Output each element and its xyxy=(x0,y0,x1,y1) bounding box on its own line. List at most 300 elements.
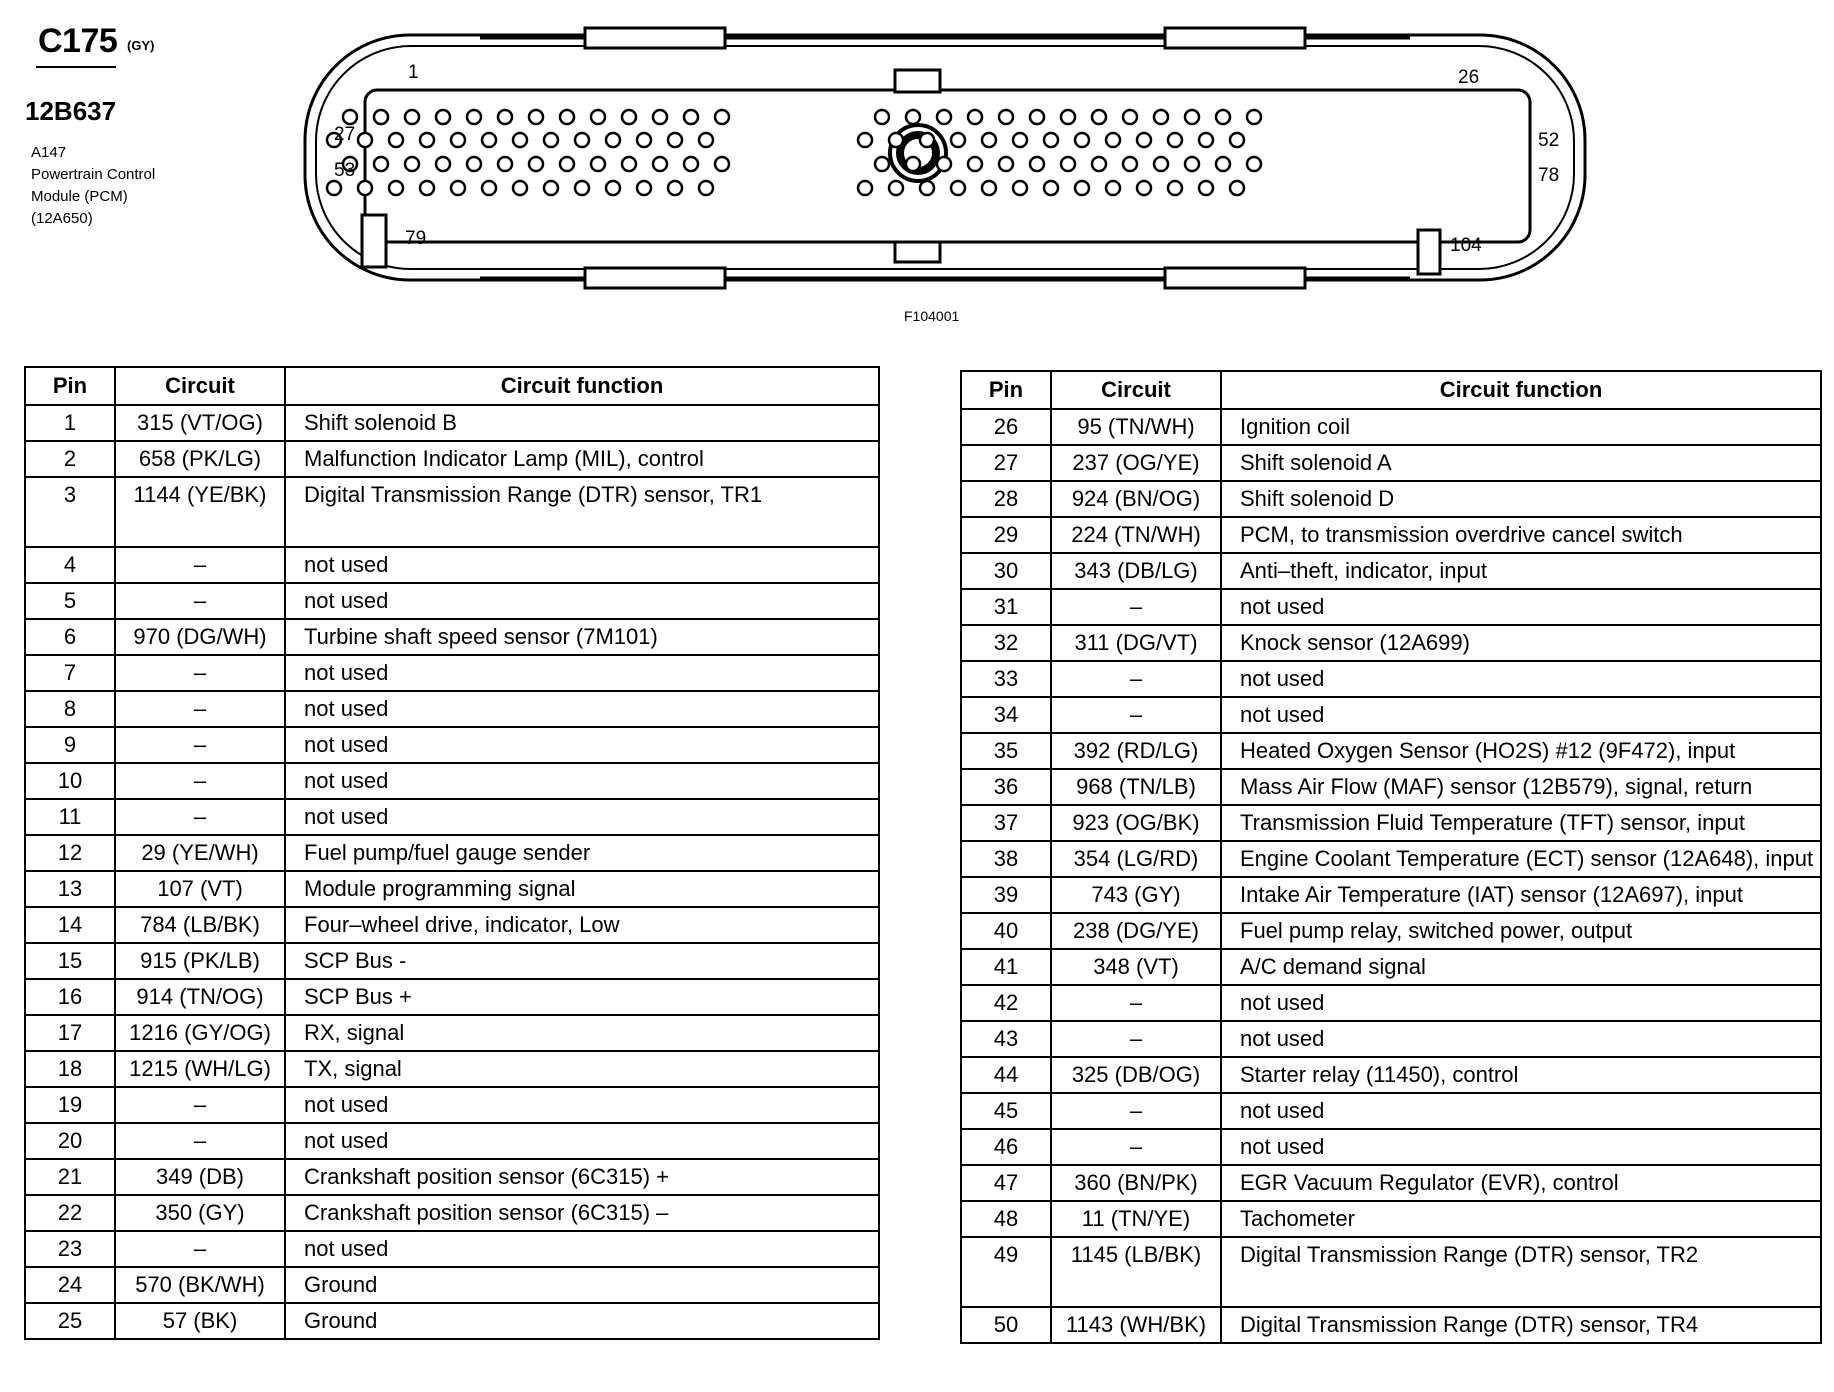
desc-line: Module (PCM) xyxy=(31,188,128,205)
pin-cell: 7 xyxy=(25,655,115,691)
pin-hole xyxy=(622,157,636,171)
table-row xyxy=(25,871,879,907)
circuit-cell: 570 (BK/WH) xyxy=(115,1267,285,1303)
part-number: 12B637 xyxy=(25,96,117,126)
pin-hole xyxy=(606,133,620,147)
circuit-cell: 1143 (WH/BK) xyxy=(1051,1307,1221,1343)
circuit-cell: 224 (TN/WH) xyxy=(1051,517,1221,553)
pin-cell: 40 xyxy=(961,913,1051,949)
circuit-cell: – xyxy=(115,799,285,835)
circuit-cell: – xyxy=(115,727,285,763)
table-row xyxy=(25,477,879,547)
desc-line: (12A650) xyxy=(31,210,93,227)
pin-hole xyxy=(968,157,982,171)
circuit-cell: – xyxy=(115,583,285,619)
circuit-cell: – xyxy=(115,1087,285,1123)
pin-cell: 49 xyxy=(961,1237,1051,1307)
desc-line: A147 xyxy=(31,144,67,161)
pin-cell: 30 xyxy=(961,553,1051,589)
function-cell: Transmission Fluid Temperature (TFT) sensor, input xyxy=(1221,805,1821,841)
pin-cell: 34 xyxy=(961,697,1051,733)
pin-hole xyxy=(1106,181,1120,195)
function-cell: Knock sensor (12A699) xyxy=(1221,625,1821,661)
pin-hole xyxy=(420,181,434,195)
table-row xyxy=(961,1201,1821,1237)
pin-cell: 43 xyxy=(961,1021,1051,1057)
circuit-cell: – xyxy=(1051,1093,1221,1129)
pin-cell: 31 xyxy=(961,589,1051,625)
latch-tab-bottom-left xyxy=(585,268,725,288)
pin-hole xyxy=(405,157,419,171)
function-cell: not used xyxy=(1221,1093,1821,1129)
pin-cell: 3 xyxy=(25,477,115,547)
circuit-cell: – xyxy=(115,1123,285,1159)
pin-hole xyxy=(1030,110,1044,124)
pin-hole xyxy=(1044,181,1058,195)
table-row xyxy=(25,1087,879,1123)
circuit-cell: – xyxy=(115,691,285,727)
pin-hole xyxy=(889,181,903,195)
pin-label-53: 53 xyxy=(334,160,356,181)
pin-hole xyxy=(1230,181,1244,195)
pin-hole xyxy=(920,181,934,195)
table-row xyxy=(25,1267,879,1303)
pin-table-left-body xyxy=(25,405,879,1339)
pin-hole xyxy=(875,110,889,124)
circuit-cell: 349 (DB) xyxy=(115,1159,285,1195)
function-cell: not used xyxy=(285,1087,879,1123)
circuit-cell: – xyxy=(1051,1021,1221,1057)
circuit-cell: 238 (DG/YE) xyxy=(1051,913,1221,949)
function-cell: not used xyxy=(285,1231,879,1267)
pin-hole xyxy=(1154,110,1168,124)
pin-cell: 23 xyxy=(25,1231,115,1267)
table-row xyxy=(25,727,879,763)
pin-hole xyxy=(1075,181,1089,195)
table-row xyxy=(961,805,1821,841)
pin-hole xyxy=(1137,133,1151,147)
pin-hole xyxy=(575,133,589,147)
function-cell: Turbine shaft speed sensor (7M101) xyxy=(285,619,879,655)
connector-color: (GY) xyxy=(127,38,155,53)
pin-cell: 47 xyxy=(961,1165,1051,1201)
pin-table-right xyxy=(960,370,1822,1344)
function-cell: Ground xyxy=(285,1267,879,1303)
pin-hole xyxy=(575,181,589,195)
pin-holes xyxy=(327,110,1261,195)
function-cell: not used xyxy=(1221,697,1821,733)
table-row xyxy=(961,589,1821,625)
pin-hole xyxy=(513,133,527,147)
pin-hole xyxy=(1154,157,1168,171)
function-cell: not used xyxy=(285,547,879,583)
function-cell: Shift solenoid D xyxy=(1221,481,1821,517)
function-cell: Four–wheel drive, indicator, Low xyxy=(285,907,879,943)
circuit-cell: – xyxy=(1051,697,1221,733)
pin-hole xyxy=(560,110,574,124)
circuit-cell: – xyxy=(115,1231,285,1267)
pin-cell: 28 xyxy=(961,481,1051,517)
pin-cell: 27 xyxy=(961,445,1051,481)
circuit-cell: – xyxy=(115,655,285,691)
pin-hole xyxy=(906,157,920,171)
pin-hole xyxy=(1216,157,1230,171)
circuit-cell: 914 (TN/OG) xyxy=(115,979,285,1015)
pin-hole xyxy=(591,157,605,171)
pin-cell: 29 xyxy=(961,517,1051,553)
pin-cell: 42 xyxy=(961,985,1051,1021)
pin-hole xyxy=(951,133,965,147)
circuit-cell: 923 (OG/BK) xyxy=(1051,805,1221,841)
pin-cell: 13 xyxy=(25,871,115,907)
table-row xyxy=(961,1129,1821,1165)
circuit-cell: 360 (BN/PK) xyxy=(1051,1165,1221,1201)
latch-tab-top-right xyxy=(1165,28,1305,48)
table-header-row xyxy=(25,367,879,405)
function-cell: Heated Oxygen Sensor (HO2S) #12 (9F472), input xyxy=(1221,733,1821,769)
circuit-cell: 1215 (WH/LG) xyxy=(115,1051,285,1087)
circuit-cell: 350 (GY) xyxy=(115,1195,285,1231)
circuit-cell: – xyxy=(115,763,285,799)
pin-hole xyxy=(1044,133,1058,147)
pin-hole xyxy=(889,133,903,147)
pin-cell: 15 xyxy=(25,943,115,979)
table-row xyxy=(961,553,1821,589)
circuit-cell: 1145 (LB/BK) xyxy=(1051,1237,1221,1307)
table-row xyxy=(961,1057,1821,1093)
pin-hole xyxy=(374,157,388,171)
circuit-cell: 57 (BK) xyxy=(115,1303,285,1339)
table-header-row xyxy=(961,371,1821,409)
circuit-cell: 343 (DB/LG) xyxy=(1051,553,1221,589)
table-row xyxy=(25,835,879,871)
pin-hole xyxy=(653,157,667,171)
pin-cell: 6 xyxy=(25,619,115,655)
pin-cell: 4 xyxy=(25,547,115,583)
pin-hole xyxy=(999,110,1013,124)
pin-cell: 8 xyxy=(25,691,115,727)
circuit-cell: 311 (DG/VT) xyxy=(1051,625,1221,661)
pin-cell: 50 xyxy=(961,1307,1051,1343)
table-row xyxy=(25,763,879,799)
table-row xyxy=(961,1237,1821,1307)
circuit-cell: – xyxy=(1051,661,1221,697)
function-cell: Crankshaft position sensor (6C315) + xyxy=(285,1159,879,1195)
pin-cell: 26 xyxy=(961,409,1051,445)
pin-hole xyxy=(715,110,729,124)
table-row xyxy=(25,1231,879,1267)
table-row xyxy=(961,985,1821,1021)
function-cell: not used xyxy=(1221,661,1821,697)
pin-hole xyxy=(875,157,889,171)
pin-hole xyxy=(1075,133,1089,147)
table-row xyxy=(25,1123,879,1159)
table-row xyxy=(25,979,879,1015)
pin-hole xyxy=(420,133,434,147)
pin-cell: 44 xyxy=(961,1057,1051,1093)
function-cell: Malfunction Indicator Lamp (MIL), control xyxy=(285,441,879,477)
header-circuit: Circuit xyxy=(1051,371,1221,409)
table-row xyxy=(961,661,1821,697)
pin-hole xyxy=(699,133,713,147)
pin-hole xyxy=(358,181,372,195)
function-cell: Engine Coolant Temperature (ECT) sensor (12A648), input xyxy=(1221,841,1821,877)
pin-hole xyxy=(544,133,558,147)
connector-diagram xyxy=(300,20,1590,300)
key-notch-bottom xyxy=(895,242,940,262)
circuit-cell: 348 (VT) xyxy=(1051,949,1221,985)
pin-cell: 36 xyxy=(961,769,1051,805)
header-function: Circuit function xyxy=(285,367,879,405)
table-row xyxy=(961,1165,1821,1201)
table-row xyxy=(25,441,879,477)
pin-cell: 10 xyxy=(25,763,115,799)
pin-hole xyxy=(374,110,388,124)
pin-cell: 46 xyxy=(961,1129,1051,1165)
circuit-cell: 11 (TN/YE) xyxy=(1051,1201,1221,1237)
table-row xyxy=(25,1159,879,1195)
pin-hole xyxy=(858,181,872,195)
table-row xyxy=(25,907,879,943)
pin-hole xyxy=(858,133,872,147)
pin-cell: 14 xyxy=(25,907,115,943)
table-row xyxy=(25,547,879,583)
circuit-cell: 354 (LG/RD) xyxy=(1051,841,1221,877)
table-row xyxy=(25,1015,879,1051)
pin-cell: 21 xyxy=(25,1159,115,1195)
pin-cell: 20 xyxy=(25,1123,115,1159)
circuit-cell: – xyxy=(115,547,285,583)
latch-tab-bottom-right xyxy=(1165,268,1305,288)
pin-hole xyxy=(951,181,965,195)
pin-hole xyxy=(1216,110,1230,124)
pin-hole xyxy=(653,110,667,124)
pin-hole xyxy=(1092,157,1106,171)
pin-hole xyxy=(1092,110,1106,124)
pin-hole xyxy=(1247,157,1261,171)
pin-label-79: 79 xyxy=(405,228,427,249)
function-cell: Digital Transmission Range (DTR) sensor, TR4 xyxy=(1221,1307,1821,1343)
pin-hole xyxy=(467,157,481,171)
connector-code: C175 xyxy=(38,22,118,60)
table-row xyxy=(25,1051,879,1087)
table-row xyxy=(961,1307,1821,1343)
circuit-cell: 392 (RD/LG) xyxy=(1051,733,1221,769)
pin-cell: 24 xyxy=(25,1267,115,1303)
pin-cell: 11 xyxy=(25,799,115,835)
table-row xyxy=(961,409,1821,445)
table-row xyxy=(25,943,879,979)
table-row xyxy=(961,697,1821,733)
pin-hole xyxy=(405,110,419,124)
pin-hole xyxy=(327,181,341,195)
pin-label-52: 52 xyxy=(1538,130,1560,151)
pin-cell: 41 xyxy=(961,949,1051,985)
pin-hole xyxy=(591,110,605,124)
pin-label-104: 104 xyxy=(1450,235,1482,256)
pin-hole xyxy=(560,157,574,171)
circuit-cell: 915 (PK/LB) xyxy=(115,943,285,979)
table-row xyxy=(961,481,1821,517)
table-row xyxy=(961,445,1821,481)
circuit-cell: 95 (TN/WH) xyxy=(1051,409,1221,445)
latch-tab-top-left xyxy=(585,28,725,48)
pin-hole xyxy=(982,133,996,147)
function-cell: not used xyxy=(1221,589,1821,625)
function-cell: SCP Bus + xyxy=(285,979,879,1015)
pin-cell: 33 xyxy=(961,661,1051,697)
pin-cell: 48 xyxy=(961,1201,1051,1237)
pin-hole xyxy=(1106,133,1120,147)
function-cell: Fuel pump relay, switched power, output xyxy=(1221,913,1821,949)
circuit-cell: 237 (OG/YE) xyxy=(1051,445,1221,481)
pin-label-1: 1 xyxy=(408,62,419,83)
function-cell: not used xyxy=(1221,1129,1821,1165)
function-cell: RX, signal xyxy=(285,1015,879,1051)
pin-hole xyxy=(906,110,920,124)
pin-cell: 38 xyxy=(961,841,1051,877)
pin-label-78: 78 xyxy=(1538,165,1560,186)
function-cell: Fuel pump/fuel gauge sender xyxy=(285,835,879,871)
pin-hole xyxy=(699,181,713,195)
circuit-cell: 325 (DB/OG) xyxy=(1051,1057,1221,1093)
function-cell: PCM, to transmission overdrive cancel switch xyxy=(1221,517,1821,553)
table-row xyxy=(25,583,879,619)
pin-hole xyxy=(1168,133,1182,147)
pin-hole xyxy=(637,181,651,195)
corner-post-left xyxy=(362,215,386,267)
table-row xyxy=(961,1093,1821,1129)
table-row xyxy=(961,949,1821,985)
table-row xyxy=(961,841,1821,877)
table-row xyxy=(25,1195,879,1231)
pin-cell: 25 xyxy=(25,1303,115,1339)
pin-hole xyxy=(937,110,951,124)
pin-hole xyxy=(1030,157,1044,171)
table-row xyxy=(961,1021,1821,1057)
function-cell: TX, signal xyxy=(285,1051,879,1087)
circuit-cell: – xyxy=(1051,985,1221,1021)
table-row xyxy=(961,913,1821,949)
circuit-cell: 970 (DG/WH) xyxy=(115,619,285,655)
circuit-cell: 743 (GY) xyxy=(1051,877,1221,913)
pin-hole xyxy=(606,181,620,195)
pin-hole xyxy=(1247,110,1261,124)
circuit-cell: 315 (VT/OG) xyxy=(115,405,285,441)
function-cell: EGR Vacuum Regulator (EVR), control xyxy=(1221,1165,1821,1201)
circuit-cell: 29 (YE/WH) xyxy=(115,835,285,871)
pin-hole xyxy=(715,157,729,171)
function-cell: Digital Transmission Range (DTR) sensor, TR1 xyxy=(285,477,879,547)
pin-hole xyxy=(467,110,481,124)
function-cell: not used xyxy=(285,763,879,799)
header-circuit: Circuit xyxy=(115,367,285,405)
pin-hole xyxy=(1123,110,1137,124)
function-cell: not used xyxy=(285,727,879,763)
pin-hole xyxy=(544,181,558,195)
header-pin: Pin xyxy=(25,367,115,405)
pin-hole xyxy=(389,133,403,147)
circuit-cell: 1216 (GY/OG) xyxy=(115,1015,285,1051)
function-cell: Anti–theft, indicator, input xyxy=(1221,553,1821,589)
pin-cell: 17 xyxy=(25,1015,115,1051)
function-cell: Digital Transmission Range (DTR) sensor, TR2 xyxy=(1221,1237,1821,1307)
pin-hole xyxy=(513,181,527,195)
table-row xyxy=(961,517,1821,553)
pin-cell: 19 xyxy=(25,1087,115,1123)
pin-hole xyxy=(436,157,450,171)
table-row xyxy=(961,625,1821,661)
table-row xyxy=(25,405,879,441)
pin-hole xyxy=(968,110,982,124)
table-row xyxy=(25,619,879,655)
function-cell: not used xyxy=(285,691,879,727)
pin-label-27: 27 xyxy=(334,124,356,145)
pin-hole xyxy=(1185,110,1199,124)
circuit-cell: – xyxy=(1051,589,1221,625)
pin-cell: 32 xyxy=(961,625,1051,661)
table-row xyxy=(25,799,879,835)
pin-hole xyxy=(999,157,1013,171)
function-cell: SCP Bus - xyxy=(285,943,879,979)
pin-hole xyxy=(358,133,372,147)
header-function: Circuit function xyxy=(1221,371,1821,409)
pin-cell: 1 xyxy=(25,405,115,441)
table-row xyxy=(25,691,879,727)
pin-table-left xyxy=(24,366,880,1340)
pin-hole xyxy=(498,110,512,124)
pin-hole xyxy=(1061,110,1075,124)
pin-hole xyxy=(529,110,543,124)
desc-line: Powertrain Control xyxy=(31,166,156,183)
pin-hole xyxy=(529,157,543,171)
pin-cell: 37 xyxy=(961,805,1051,841)
pin-hole xyxy=(436,110,450,124)
pin-hole xyxy=(1061,157,1075,171)
pin-cell: 5 xyxy=(25,583,115,619)
function-cell: Intake Air Temperature (IAT) sensor (12A697), input xyxy=(1221,877,1821,913)
pin-hole xyxy=(1013,181,1027,195)
function-cell: A/C demand signal xyxy=(1221,949,1821,985)
pin-table-right-body xyxy=(961,409,1821,1343)
pin-hole xyxy=(1230,133,1244,147)
pin-hole xyxy=(920,133,934,147)
header-rule xyxy=(36,66,116,68)
pin-hole xyxy=(982,181,996,195)
function-cell: Crankshaft position sensor (6C315) – xyxy=(285,1195,879,1231)
pin-hole xyxy=(637,133,651,147)
circuit-cell: 658 (PK/LG) xyxy=(115,441,285,477)
pin-hole xyxy=(498,157,512,171)
function-cell: Tachometer xyxy=(1221,1201,1821,1237)
function-cell: not used xyxy=(285,799,879,835)
circuit-cell: 968 (TN/LB) xyxy=(1051,769,1221,805)
circuit-cell: 924 (BN/OG) xyxy=(1051,481,1221,517)
header-pin: Pin xyxy=(961,371,1051,409)
pin-cell: 45 xyxy=(961,1093,1051,1129)
function-cell: not used xyxy=(1221,985,1821,1021)
pin-hole xyxy=(684,157,698,171)
pin-cell: 16 xyxy=(25,979,115,1015)
component-description xyxy=(31,142,155,230)
pin-cell: 2 xyxy=(25,441,115,477)
pin-hole xyxy=(482,133,496,147)
pin-cell: 39 xyxy=(961,877,1051,913)
pin-hole xyxy=(1137,181,1151,195)
pin-hole xyxy=(1199,133,1213,147)
table-row xyxy=(961,769,1821,805)
pin-hole xyxy=(668,181,682,195)
